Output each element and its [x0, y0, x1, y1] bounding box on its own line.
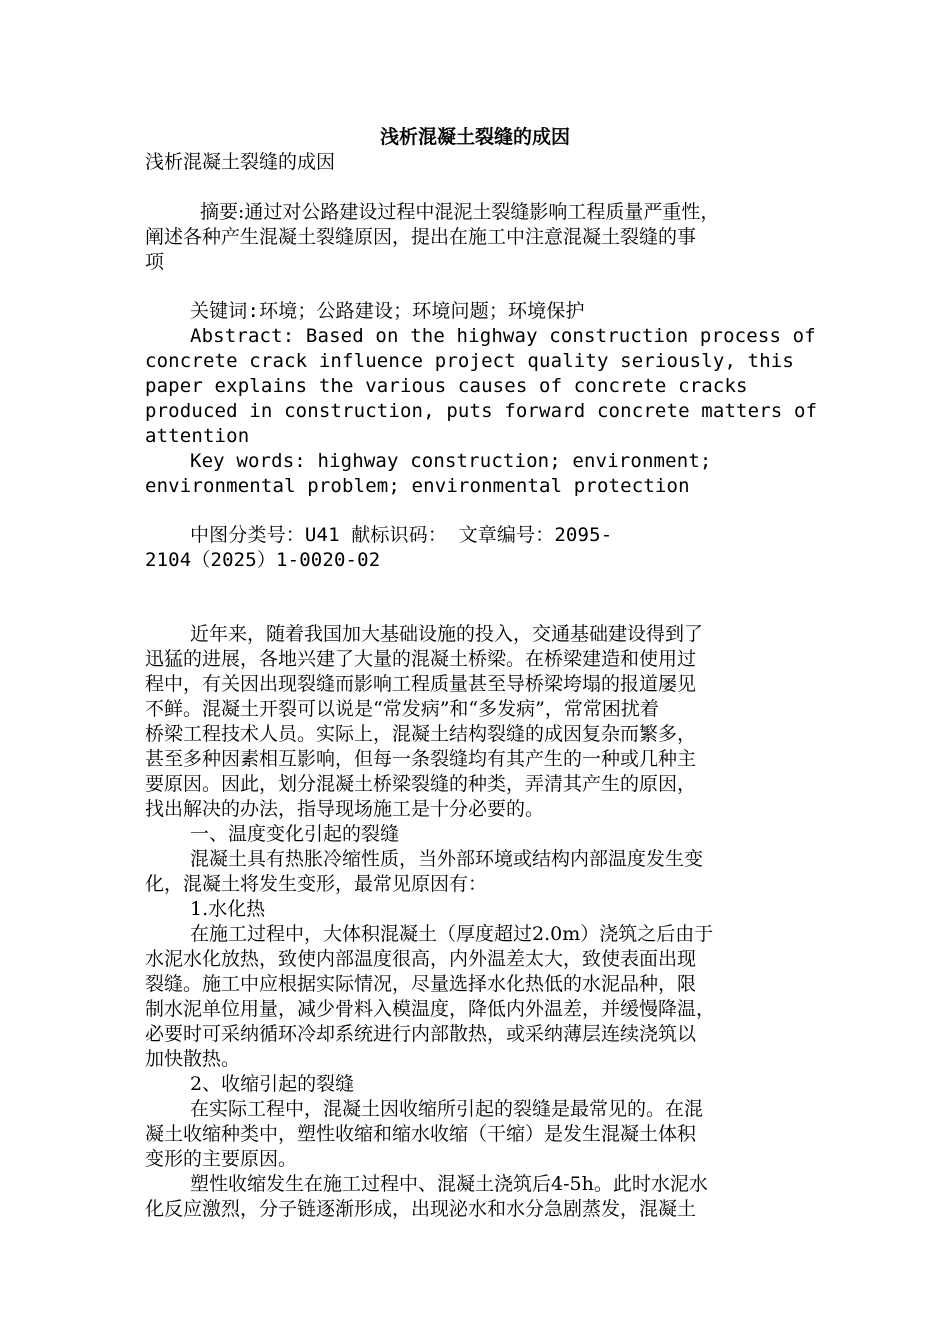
abstract-cn-line: 阐述各种产生混凝土裂缝原因，提出在施工中注意混凝土裂缝的事 [145, 226, 697, 248]
body-line: 制水泥单位用量，减少骨料入模温度，降低内外温差，并缓慢降温， [145, 998, 716, 1020]
subsection-heading: 1.水化热 [190, 898, 266, 920]
body-line: 甚至多种因素相互影响，但每一条裂缝均有其产生的一种或几种主 [145, 748, 697, 770]
abstract-en-line: concrete crack influence project quality seriously, this [145, 350, 794, 372]
body-line: 近年来，随着我国加大基础设施的投入，交通基础建设得到了 [190, 623, 704, 645]
body-line: 在实际工程中，混凝土因收缩所引起的裂缝是最常见的。在混 [190, 1098, 704, 1120]
abstract-cn-line: 项 [145, 251, 165, 273]
body-line: 程中，有关因出现裂缝而影响工程质量甚至导桥梁垮塌的报道屡见 [145, 673, 697, 695]
body-line: 化，混凝土将发生变形，最常见原因有： [145, 873, 488, 895]
body-line: 水泥水化放热，致使内部温度很高，内外温差太大，致使表面出现 [145, 948, 697, 970]
document-subtitle: 浅析混凝土裂缝的成因 [145, 151, 336, 173]
body-line: 裂缝。施工中应根据实际情况，尽量选择水化热低的水泥品种，限 [145, 973, 697, 995]
body-line: 在施工过程中，大体积混凝土（厚度超过2.0m）浇筑之后由于 [190, 923, 714, 945]
abstract-cn-line: 摘要:通过对公路建设过程中混泥土裂缝影响工程质量严重性， [200, 201, 720, 223]
section-heading: 一、温度变化引起的裂缝 [190, 823, 400, 845]
body-line: 迅猛的进展，各地兴建了大量的混凝土桥梁。在桥梁建造和使用过 [145, 648, 697, 670]
classification-line: 中图分类号：U41 献标识码： 文章编号：2095- [190, 524, 613, 546]
body-line: 加快散热。 [145, 1048, 241, 1070]
body-line: 桥梁工程技术人员。实际上，混凝土结构裂缝的成因复杂而繁多， [145, 723, 697, 745]
body-line: 找出解决的办法，指导现场施工是十分必要的。 [145, 798, 545, 820]
abstract-en-line: produced in construction, puts forward concrete matters of [145, 400, 818, 422]
body-line: 要原因。因此，划分混凝土桥梁裂缝的种类，弄清其产生的原因， [145, 773, 697, 795]
abstract-en-line: attention [145, 425, 250, 447]
document-title: 浅析混凝土裂缝的成因 [379, 126, 570, 148]
body-line: 凝土收缩种类中，塑性收缩和缩水收缩（干缩）是发生混凝土体积 [145, 1123, 697, 1145]
abstract-en-line: paper explains the various causes of concrete cracks [145, 375, 748, 397]
body-line: 变形的主要原因。 [145, 1148, 298, 1170]
body-line: 塑性收缩发生在施工过程中、混凝土浇筑后4-5h。此时水泥水 [190, 1173, 708, 1195]
keywords-cn: 关键词:环境；公路建设；环境问题；环境保护 [190, 300, 585, 322]
abstract-en-line: Abstract: Based on the highway construction process of [190, 325, 816, 347]
body-line: 必要时可采纳循环冷却系统进行内部散热，或采纳薄层连续浇筑以 [145, 1023, 697, 1045]
keywords-en-line: environmental problem; environmental protection [145, 475, 690, 497]
body-line: 不鲜。混凝土开裂可以说是“常发病”和“多发病”，常常困扰着 [145, 698, 659, 720]
body-line: 化反应激烈，分子链逐渐形成，出现泌水和水分急剧蒸发，混凝土 [145, 1198, 697, 1220]
body-line: 混凝土具有热胀冷缩性质，当外部环境或结构内部温度发生变 [190, 848, 704, 870]
classification-line: 2104（2025）1-0020-02 [145, 549, 381, 571]
section-heading: 2、收缩引起的裂缝 [190, 1073, 355, 1095]
keywords-en-line: Key words: highway construction; environment; [190, 450, 712, 472]
